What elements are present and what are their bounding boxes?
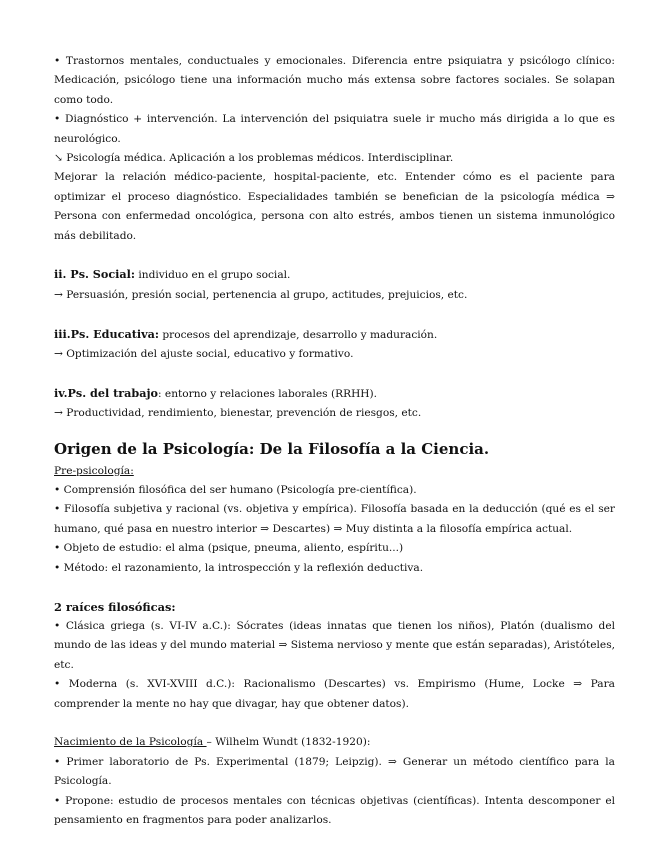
pre-bullet-2: • Filosofía subjetiva y racional (vs. objetiva y empírica). Filosofía basada en la deducción (qué es el ser humano, qué pasa en nuestro interior ⇒ Descartes) ⇒ Muy distinta a la filosofía empírica actual.	[54, 503, 615, 535]
raices-bullet-1: • Clásica griega (s. VI-IV a.C.): Sócrates (ideas innatas que tienen los niños), Platón (dualismo del mundo de las ideas y del mundo material ⇒ Sistema nervioso y mente que están separadas), Aristóteles, etc.	[54, 619, 616, 671]
section-social-arrow: → Persuasión, presión social, pertenencia al grupo, actitudes, prejuicios, etc.	[54, 288, 468, 301]
section-educativa-arrow: → Optimización del ajuste social, educativo y formativo.	[54, 348, 354, 361]
nacimiento-bullet-2: • Propone: estudio de procesos mentales con técnicas objetivas (científicas). Intenta descomponer el pensamiento en fragmentos para poder analizarlos.	[54, 794, 615, 826]
section-trabajo-arrow: → Productividad, rendimiento, bienestar, prevención de riesgos, etc.	[54, 407, 422, 420]
paragraph-diagnostico: • Diagnóstico + intervención. La intervención del psiquiatra suele ir mucho más dirigida a lo que es neurológico.	[54, 113, 615, 145]
origen-heading: Origen de la Psicología: De la Filosofía a la Ciencia.	[54, 439, 490, 458]
pre-bullet-1: • Comprensión filosófica del ser humano (Psicología pre-científica).	[54, 484, 417, 497]
section-educativa-desc: procesos del aprendizaje, desarrollo y maduración.	[159, 328, 438, 341]
section-educativa-title: iii.Ps. Educativa:	[54, 326, 159, 341]
section-trabajo-desc: : entorno y relaciones laborales (RRHH).	[158, 387, 378, 400]
paragraph-trastornos: • Trastornos mentales, conductuales y emocionales. Diferencia entre psiquiatra y psicólogo clínico: Medicación, psicólogo tiene una información mucho más extensa sobre factores sociales. Se solapan como todo.	[54, 55, 615, 106]
nacimiento-author: – Wilhelm Wundt (1832-1920):	[206, 736, 371, 749]
nacimiento-line	[54, 733, 615, 752]
paragraph-relacion-medico: Mejorar la relación médico-paciente, hospital-paciente, etc. Entender cómo es el paciente para optimizar el proceso diagnóstico. Especialidades también se benefician de la psicología médica ⇒ Persona con enfermedad oncológica, persona con alto estrés, ambos tienen un sistema inmunológico más debilitado.	[54, 171, 615, 242]
raices-title: 2 raíces filosóficas:	[54, 599, 176, 614]
section-social-title: ii. Ps. Social:	[54, 267, 136, 282]
raices-bullet-2: • Moderna (s. XVI-XVIII d.C.): Racionalismo (Descartes) vs. Empirismo (Hume, Locke ⇒ Para comprender la mente no hay que divagar, hay que obtener datos).	[54, 678, 615, 710]
pre-psicologia-title: Pre-psicología:	[54, 464, 134, 477]
section-trabajo	[54, 384, 615, 404]
paragraph-psicologia-medica: ↘ Psicología médica. Aplicación a los problemas médicos. Interdisciplinar.	[54, 152, 454, 165]
pre-bullet-4: • Método: el razonamiento, la introspección y la reflexión deductiva.	[54, 561, 424, 574]
nacimiento-title: Nacimiento de la Psicología	[54, 736, 207, 749]
section-educativa	[54, 325, 615, 345]
nacimiento-bullet-1: • Primer laboratorio de Ps. Experimental (1879; Leipzig). ⇒ Generar un método científico para la Psicología.	[54, 755, 615, 788]
pre-bullet-3: • Objeto de estudio: el alma (psique, pneuma, aliento, espíritu...)	[54, 542, 404, 555]
section-social-desc: individuo en el grupo social.	[135, 269, 291, 282]
section-social	[54, 265, 615, 285]
section-trabajo-title: iv.Ps. del trabajo	[54, 385, 158, 400]
